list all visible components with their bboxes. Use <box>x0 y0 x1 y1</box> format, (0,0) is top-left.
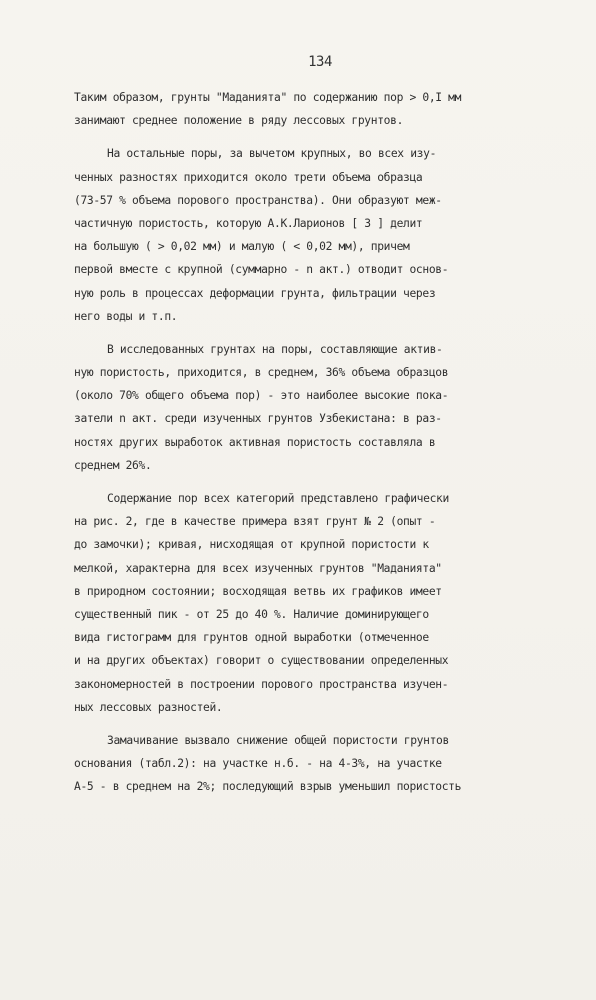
text-line: занимают среднее положение в ряду лессовых грунтов. <box>74 114 404 128</box>
text-line: основания (табл.2): на участке н.б. - на 4-3%, на участке <box>74 757 442 771</box>
text-line: на рис. 2, где в качестве примера взят грунт № 2 (опыт - <box>74 515 436 529</box>
text-line: Таким образом, грунты "Маданията" по содержанию пор > 0,I мм <box>74 91 462 104</box>
text-line: на большую ( > 0,02 мм) и малую ( < 0,02 мм), причем <box>74 240 410 254</box>
text-line: вида гистограмм для грунтов одной выработки (отмеченное <box>74 631 429 645</box>
paragraph-1 <box>74 86 564 132</box>
text-line: ных лессовых разностей. <box>74 700 223 714</box>
page-number: 134 <box>308 54 332 70</box>
text-line: Содержание пор всех категорий представлено графически <box>107 492 449 505</box>
text-line: (73-57 % объема порового пространства). Они образуют меж- <box>74 193 442 207</box>
text-line: На остальные поры, за вычетом крупных, во всех изу- <box>107 147 437 161</box>
text-line: первой вместе с крупной (суммарно - n акт.) отводит основ- <box>74 263 449 277</box>
text-line: мелкой, характерна для всех изученных грунтов "Маданията" <box>74 561 442 575</box>
text-line: ченных разностях приходится около трети объема образца <box>74 170 423 184</box>
paragraph-5 <box>74 729 564 799</box>
text-line: и на других объектах) говорит о существовании определенных <box>74 654 449 668</box>
text-line: него воды и т.п. <box>74 309 178 323</box>
text-line: ную пористость, приходится, в среднем, 36% объема образцов <box>74 366 449 380</box>
text-line: до замочки); кривая, нисходящая от крупной пористости к <box>74 538 429 552</box>
paragraph-4 <box>74 487 564 719</box>
text-line: в природном состоянии; восходящая ветвь их графиков имеет <box>74 584 442 598</box>
text-line: ностях других выработок активная пористость составляла в <box>74 435 436 449</box>
text-line: частичную пористость, которую А.К.Ларионов [ 3 ] делит <box>74 216 423 230</box>
text-line: существенный пик - от 25 до 40 %. Наличие доминирующего <box>74 607 429 621</box>
text-line: закономерностей в построении порового пространства изучен- <box>74 677 449 691</box>
text-line: Замачивание вызвало снижение общей пористости грунтов <box>107 733 449 747</box>
text-line: (около 70% общего объема пор) - это наиболее высокие пока- <box>74 389 449 403</box>
document-body <box>74 86 564 808</box>
text-line: среднем 26%. <box>74 458 152 472</box>
text-line: затели n акт. среди изученных грунтов Узбекистана: в раз- <box>74 412 442 426</box>
text-line: ную роль в процессах деформации грунта, фильтрации через <box>74 286 436 300</box>
text-line: А-5 - в среднем на 2%; последующий взрыв уменьшил пористость <box>74 780 462 794</box>
paragraph-2 <box>74 142 564 328</box>
paragraph-3 <box>74 338 564 477</box>
text-line: В исследованных грунтах на поры, составляющие актив- <box>107 342 443 356</box>
